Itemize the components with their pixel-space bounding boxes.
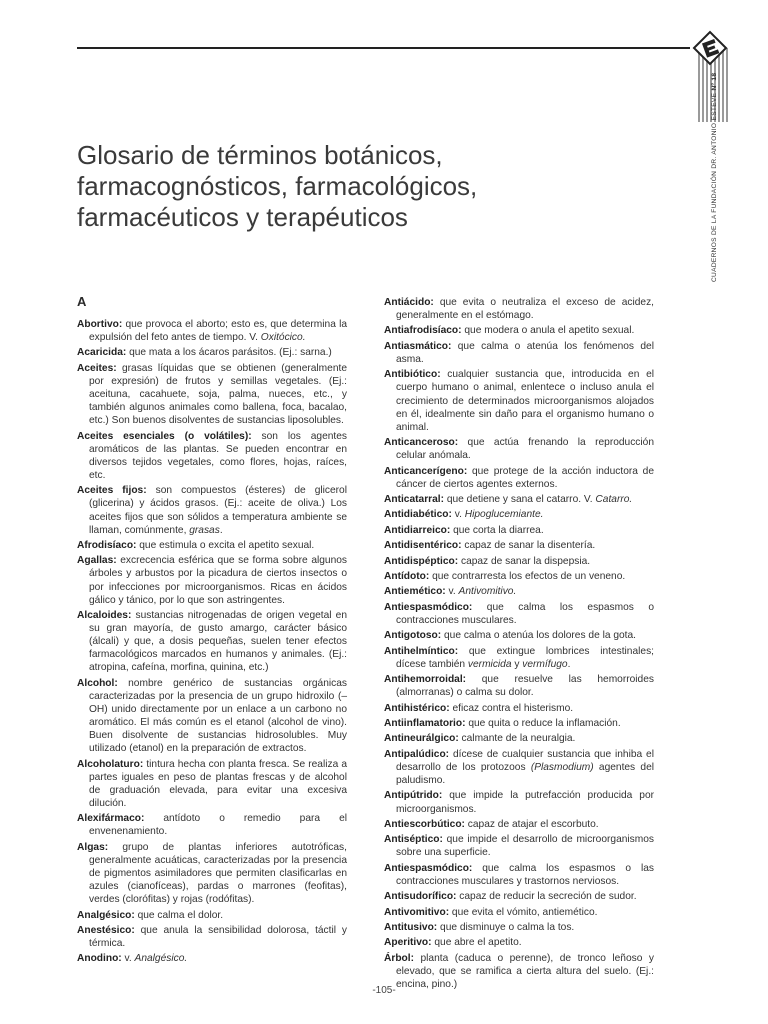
glossary-term: Antiespasmódico:: [384, 862, 473, 874]
glossary-entry: Antihelmíntico: que extingue lombrices intestinales; dícese también vermicida y vermífugo.: [384, 645, 654, 670]
glossary-term: Alexifármaco:: [77, 813, 145, 825]
glossary-term: Aceites fijos:: [77, 485, 147, 497]
glossary-term: Antipalúdico:: [384, 748, 450, 760]
title-line: farmacognósticos, farmacológicos,: [77, 171, 478, 201]
page-number: -105-: [372, 985, 396, 996]
glossary-entry: Antiescorbútico: capaz de atajar el escorbuto.: [384, 818, 599, 830]
glossary-entry: Antiafrodisíaco: que modera o anula el apetito sexual.: [384, 325, 635, 337]
glossary-entry: Anodino: v. Analgésico.: [77, 953, 188, 965]
glossary-term: Antihistérico:: [384, 702, 450, 714]
glossary-entry: Antiespasmódico: que calma los espasmos o las contracciones musculares y trastornos nerviosos.: [384, 862, 654, 887]
glossary-trailing-text: agentes del paludismo.: [396, 761, 654, 787]
glossary-entry: Alcaloides: sustancias nitrogenadas de origen vegetal en su gran mayoría, de gusto amargo, carácter básico (álcali) y que, a dosis pequeñas, suelen tener efectos farmacológicos marcados en humanos y animales. (Ej.: atropina, cafeína, morfina, quinina, etc.): [77, 610, 347, 674]
glossary-reference: Antivomitivo.: [458, 586, 517, 598]
glossary-term: Anticancerígeno:: [384, 465, 468, 477]
glossary-term: Antivomitivo:: [384, 906, 450, 918]
glossary-term: Aceites:: [77, 362, 117, 374]
glossary-term: Antiasmático:: [384, 340, 452, 352]
glossary-term: Antihelmíntico:: [384, 645, 459, 657]
glossary-entry: Antivomitivo: que evita el vómito, antiemético.: [384, 906, 598, 918]
glossary-entry: Alcoholaturo: tintura hecha con planta fresca. Se realiza a partes iguales en peso de plantas frescas y de alcohol de graduación elevada, para evitar una excesiva dilución.: [77, 758, 347, 809]
glossary-entry: Antihemorroidal: que resuelve las hemorroides (almorranas) o calma su dolor.: [384, 674, 654, 699]
glossary-term: Antidiabético:: [384, 509, 452, 521]
glossary-entry: Algas: grupo de plantas inferiores autotróficas, generalmente acuáticas, caracterizadas por la presencia de pigmentos asimiladores que permiten clasificarlas en azules (cianofíceas), pardas o marrones (feofitas), verdes (clorófitas) y rojas (rodófitas).: [77, 841, 347, 906]
glossary-entry: Antihistérico: eficaz contra el histerismo.: [384, 702, 574, 714]
glossary-entry: Antiespasmódico: que calma los espasmos o contracciones musculares.: [384, 601, 654, 626]
glossary-entry: Antiemético: v. Antivomitivo.: [384, 586, 517, 598]
glossary-term: Antiescorbútico:: [384, 818, 465, 830]
glossary-entry: Alcohol: nombre genérico de sustancias orgánicas caracterizadas por la presencia de un grupo hidroxilo (–OH) unido directamente por un enlace a un carbono no aromático. El más común es el etanol (alcohol de vino). Buen disolvente de sustancias hidrosolubles. Muy utilizado (etanol) en la preparación de extractos.: [77, 677, 347, 755]
glossary-term: Antiácido:: [384, 297, 434, 308]
glossary-entry: Antitusivo: que disminuye o calma la tos.: [384, 922, 575, 934]
esteve-logo-icon: [688, 26, 732, 70]
glossary-term: Antibiótico:: [384, 369, 441, 381]
glossary-entry: Aperitivo: que abre el apetito.: [384, 937, 522, 949]
glossary-term: Algas:: [77, 841, 109, 853]
glossary-entry: Agallas: excrecencia esférica que se forma sobre algunos árboles y arbustos por la picadura de ciertos insectos o por infecciones por microorganismos. Ricas en ácidos gálico y tánico, por lo que son astringentes.: [77, 555, 347, 606]
glossary-reference: Catarro.: [595, 494, 633, 506]
glossary-term: Abortivo:: [77, 319, 123, 330]
glossary-entry: Afrodisíaco: que estimula o excita el apetito sexual.: [77, 539, 315, 551]
glossary-entry: Antídoto: que contrarresta los efectos de un veneno.: [384, 571, 626, 583]
glossary-entry: Antidisentérico: capaz de sanar la disentería.: [384, 540, 596, 552]
glossary-term: Afrodisíaco:: [77, 539, 137, 551]
glossary-entry: Abortivo: que provoca el aborto; esto es, que determina la expulsión del feto antes de tiempo. V. Oxitócico.: [77, 319, 347, 344]
glossary-entry: Aceites: grasas líquidas que se obtienen (generalmente por expresión) de frutos y semillas vegetales. (Ej.: aceituna, cacahuete, soja, palma, nueces, etc., y también algunos animales como ballena, foca, bacalao, etc.) Son buenos disolventes de sustancias liposolubles.: [77, 362, 347, 427]
series-number: Nº 18: [711, 72, 718, 91]
glossary-term: Antidispéptico:: [384, 555, 459, 567]
glossary-entry: Antiséptico: que impide el desarrollo de microorganismos sobre una superficie.: [384, 834, 654, 859]
header-rule: [77, 47, 690, 49]
glossary-reference: grasas: [189, 524, 220, 536]
glossary-entry: Árbol: planta (caduca o perenne), de tronco leñoso y elevado, que se ramifica a cierta altura del suelo. (Ej.: encina, pino.): [384, 952, 654, 991]
glossary-entry: Antiácido: que evita o neutraliza el exceso de acidez, generalmente en el estómago.: [384, 297, 654, 322]
series-vertical-label: [711, 42, 718, 282]
glossary-term: Antineurálgico:: [384, 733, 459, 745]
glossary-term: Antihemorroidal:: [384, 674, 467, 686]
glossary-entry: Analgésico: que calma el dolor.: [77, 909, 224, 921]
glossary-term: Agallas:: [77, 555, 117, 567]
glossary-term: Antidiarreico:: [384, 524, 451, 536]
glossary-entry: Antidiarreico: que corta la diarrea.: [384, 524, 544, 536]
section-letter: A: [77, 294, 87, 309]
glossary-entry: Anestésico: que anula la sensibilidad dolorosa, táctil y térmica.: [77, 924, 347, 950]
glossary-entry: Antigotoso: que calma o atenúa los dolores de la gota.: [384, 630, 636, 642]
glossary-entry: Acaricida: que mata a los ácaros parásitos. (Ej.: sarna.): [77, 347, 332, 359]
glossary-term: Antipútrido:: [384, 790, 443, 802]
glossary-entry: Antipútrido: que impide la putrefacción producida por microorganismos.: [384, 790, 654, 815]
glossary-term: Antiespasmódico:: [384, 601, 473, 613]
glossary-term: Antiemético:: [384, 586, 446, 598]
glossary-term: Antídoto:: [384, 571, 430, 583]
glossary-term: Aceites esenciales (o volátiles):: [77, 430, 252, 442]
glossary-entry: Antiinflamatorio: que quita o reduce la inflamación.: [384, 718, 621, 730]
glossary-entry: Antibiótico: cualquier sustancia que, introducida en el cuerpo humano o animal, enlentece o incluso anula el crecimiento de determinados microorganismos alojados en él, idealmente sin daño para el organismo humano o animal.: [384, 369, 654, 433]
glossary-entry: Antiasmático: que calma o atenúa los fenómenos del asma.: [384, 340, 654, 365]
glossary-term: Alcohol:: [77, 677, 118, 689]
glossary-entry: Anticanceroso: que actúa frenando la reproducción celular anómala.: [384, 437, 654, 462]
glossary-term: Antiinflamatorio:: [384, 718, 466, 730]
glossary-entry: Anticatarral: que detiene y sana el catarro. V. Catarro.: [384, 494, 633, 506]
glossary-trailing-text: y vermífugo.: [511, 658, 571, 670]
glossary-reference: vermicida: [467, 658, 512, 670]
glossary-entry: Antisudorífico: capaz de reducir la secreción de sudor.: [384, 891, 637, 903]
glossary-entry: Aceites esenciales (o volátiles): son los agentes aromáticos de las plantas. Se pueden encontrar en diversos tejidos vegetales, como flores, hojas, raíces, etc.: [77, 430, 347, 481]
title-line: Glosario de términos botánicos,: [77, 140, 443, 170]
glossary-column-right: [384, 296, 654, 993]
glossary-reference: Analgésico.: [134, 953, 188, 965]
glossary-term: Anestésico:: [77, 924, 135, 936]
glossary-term: Anticanceroso:: [384, 437, 459, 449]
title-line: farmacéuticos y terapéuticos: [77, 202, 408, 232]
glossary-entry: Anticancerígeno: que protege de la acción inductora de cáncer de ciertos agentes externos.: [384, 465, 654, 490]
glossary-term: Antisudorífico:: [384, 891, 457, 903]
glossary-entry: Antineurálgico: calmante de la neuralgia.: [384, 733, 576, 745]
glossary-term: Antiséptico:: [384, 834, 443, 846]
glossary-entry: Antipalúdico: dícese de cualquier sustancia que inhiba el desarrollo de los protozoos (Plasmodium) agentes del paludismo.: [384, 748, 654, 787]
page-title: [77, 140, 677, 233]
glossary-reference: Hipoglucemiante.: [464, 509, 544, 521]
glossary-reference: (Plasmodium): [530, 761, 594, 773]
glossary-entry: Antidispéptico: capaz de sanar la dispepsia.: [384, 555, 591, 567]
series-name: CUADERNOS DE LA FUNDACIÓN DR. ANTONIO ESTEVE: [711, 92, 718, 282]
glossary-entry: Alexifármaco: antídoto o remedio para el envenenamiento.: [77, 813, 347, 838]
glossary-term: Antiafrodisíaco:: [384, 325, 462, 337]
glossary-term: Antigotoso:: [384, 630, 442, 642]
glossary-term: Anticatarral:: [384, 494, 445, 506]
glossary-term: Alcaloides:: [77, 610, 132, 622]
glossary-term: Anodino:: [77, 953, 122, 965]
glossary-term: Antidisentérico:: [384, 540, 462, 552]
glossary-reference: Oxitócico.: [260, 332, 306, 344]
glossary-term: Acaricida:: [77, 347, 127, 359]
glossary-entry: Aceites fijos: son compuestos (ésteres) de glicerol (glicerina) y ácidos grasos. (Ej.: aceite de oliva.) Los aceites fijos que son sólidos a temperatura ambiente se llaman, comúnmente, grasas.: [77, 485, 347, 536]
glossary-trailing-text: .: [219, 524, 223, 536]
glossary-term: Alcoholaturo:: [77, 758, 144, 770]
glossary-term: Analgésico:: [77, 909, 135, 921]
glossary-term: Antitusivo:: [384, 922, 438, 934]
glossary-term: Árbol:: [384, 952, 414, 964]
glossary-column-left: [77, 318, 347, 968]
glossary-entry: Antidiabético: v. Hipoglucemiante.: [384, 509, 544, 521]
glossary-term: Aperitivo:: [384, 937, 432, 949]
